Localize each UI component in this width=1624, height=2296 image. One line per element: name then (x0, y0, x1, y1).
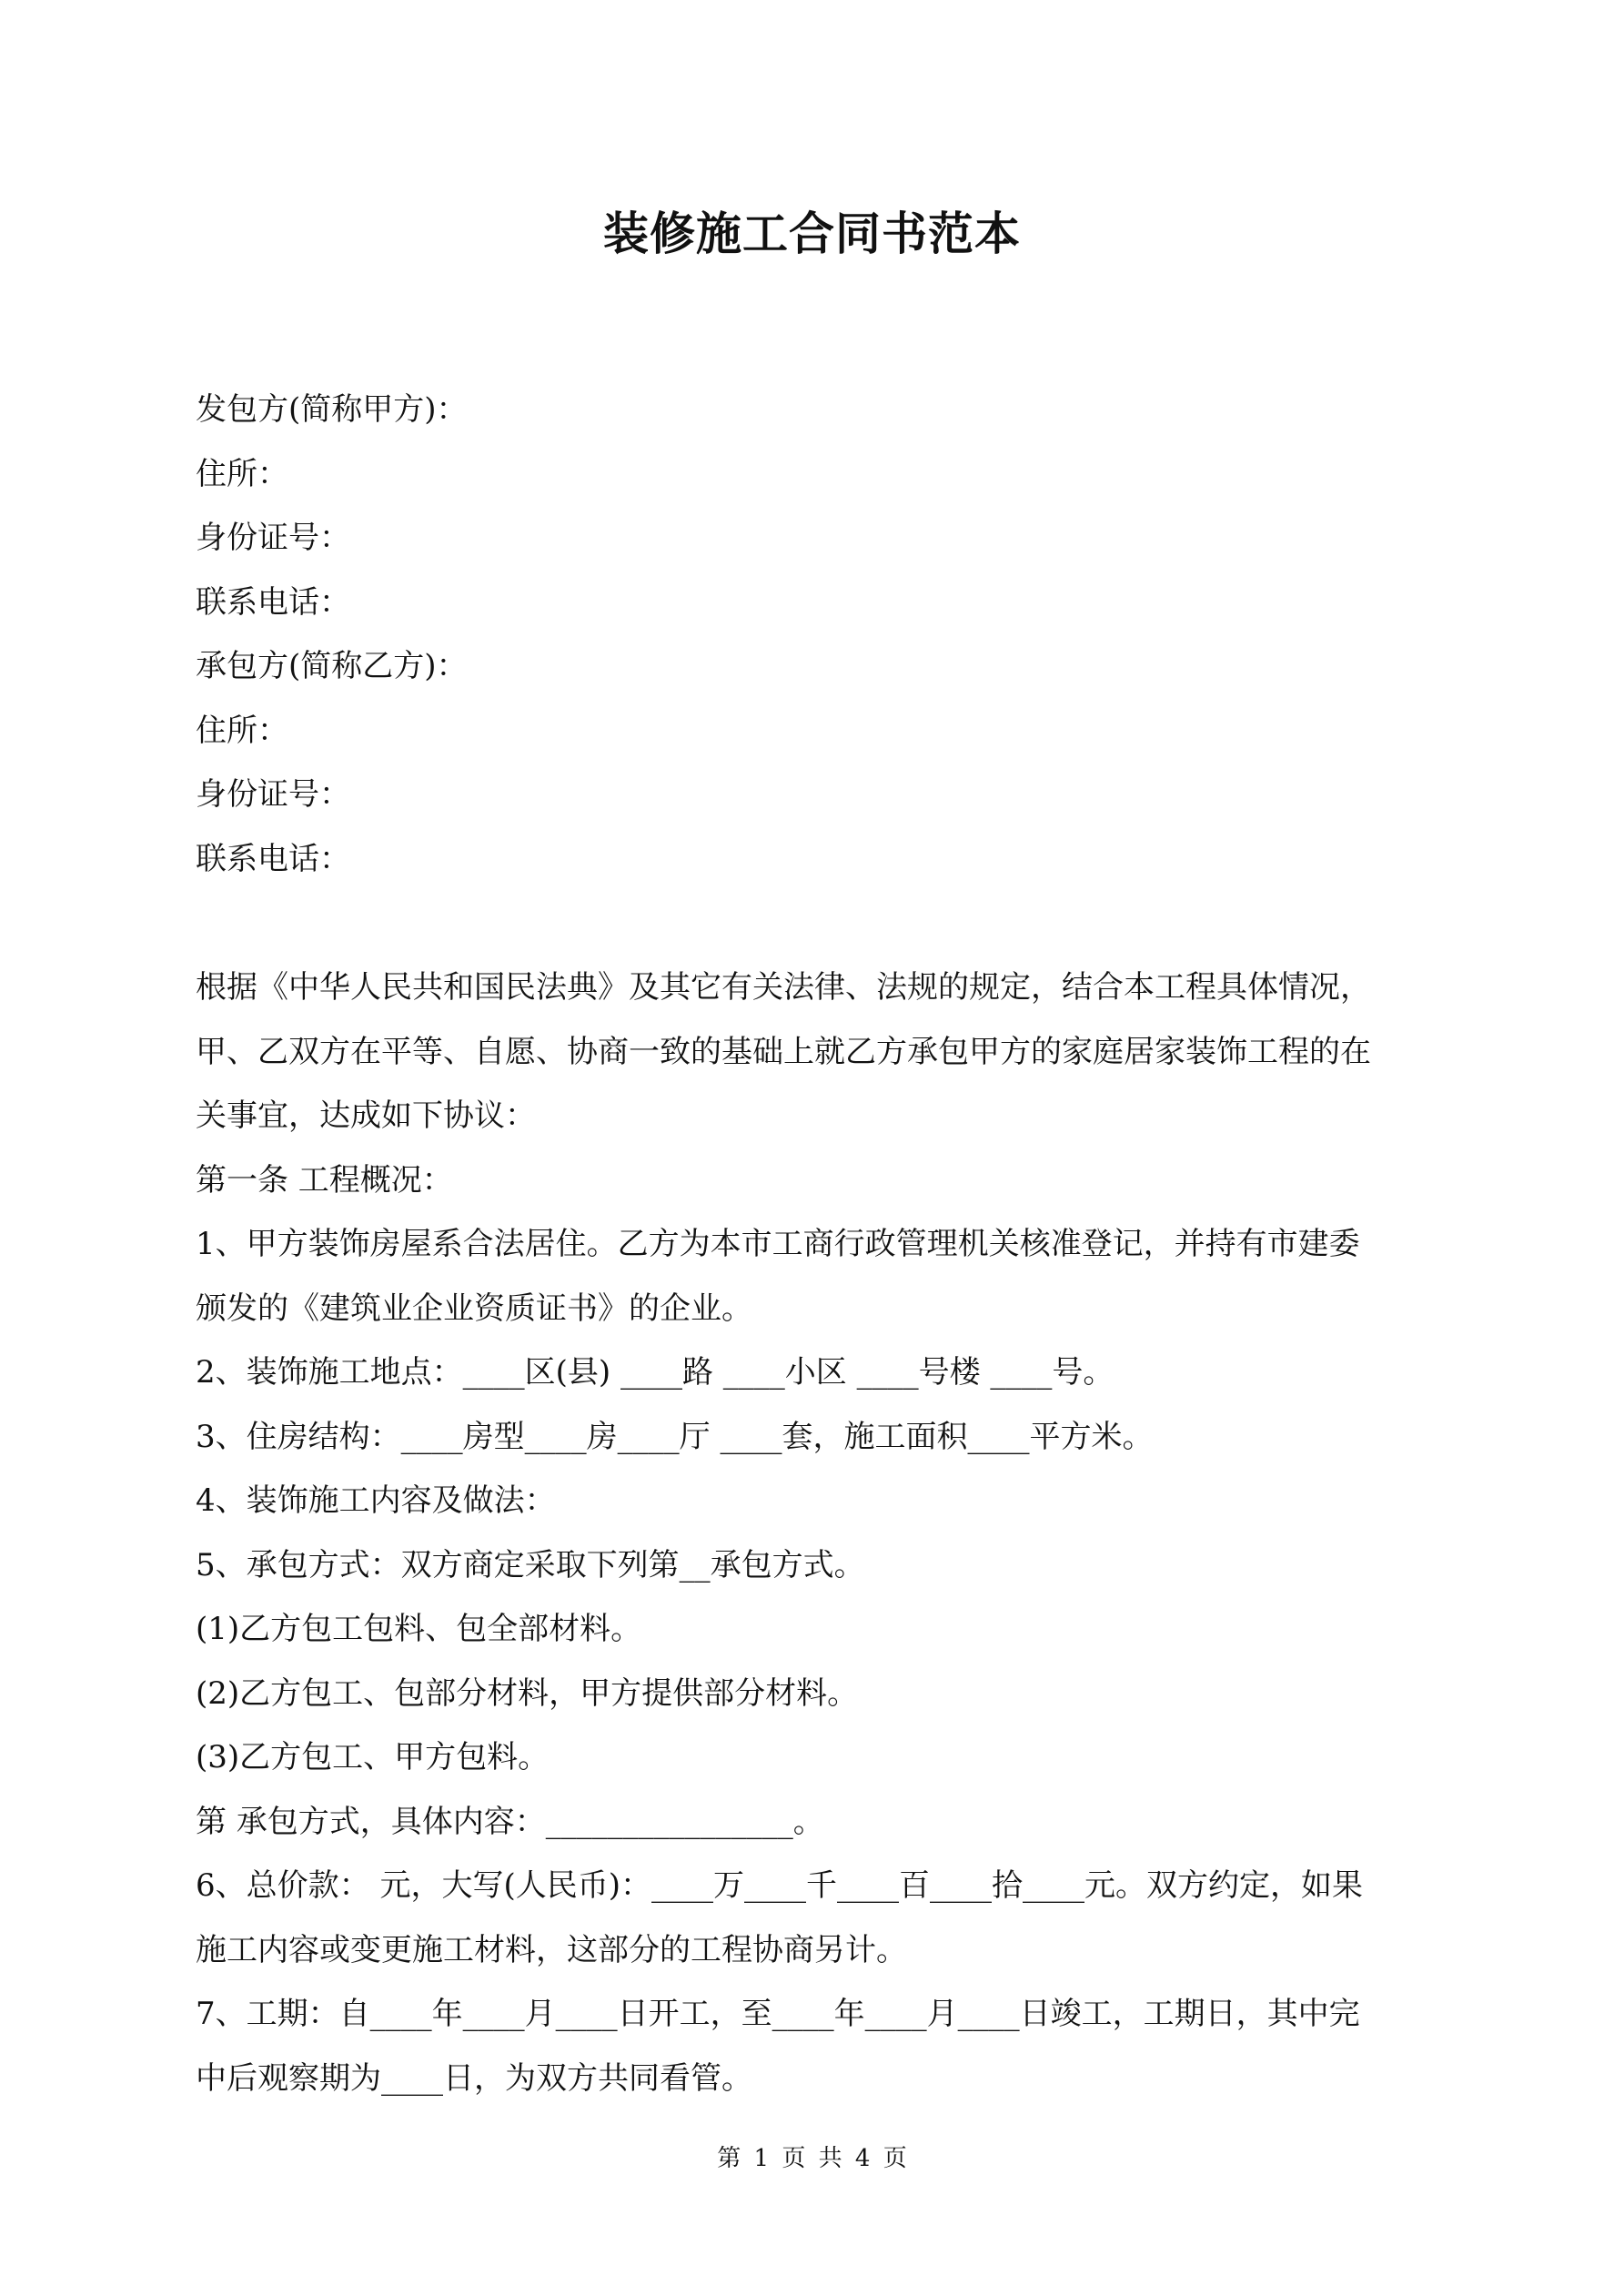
body-line: 1、甲方装饰房屋系合法居住。乙方为本市工商行政管理机关核准登记，并持有市建委 (196, 1226, 1360, 1262)
body-line: 5、承包方式：双方商定采取下列第__承包方式。 (196, 1546, 865, 1583)
party-line-client: 发包方(简称甲方)： (196, 391, 468, 428)
body-line: 4、装饰施工内容及做法： (196, 1482, 556, 1519)
body-line: 关事宜，达成如下协议： (196, 1097, 536, 1134)
party-line-client-id: 身份证号： (196, 520, 350, 556)
body-line: 7、工期：自____年____月____日开工，至____年____月____日竣工，工期日，其中完 (196, 1996, 1360, 2032)
party-line-client-phone: 联系电话： (196, 583, 350, 621)
body-line: 中后观察期为____日，为双方共同看管。 (196, 2059, 752, 2097)
body-line: 6、总价款： 元，大写(人民币)：____万____千____百____拾____元。双方约定，如果 (196, 1867, 1363, 1904)
party-line-contractor-phone: 联系电话： (196, 840, 350, 877)
body-line: 根据《中华人民共和国民法典》及其它有关法律、法规的规定，结合本工程具体情况， (196, 969, 1371, 1006)
party-info-block (196, 378, 1451, 891)
body-line: (3)乙方包工、甲方包料。 (196, 1739, 550, 1775)
body-line: 施工内容或变更施工材料，这部分的工程协商另计。 (196, 1931, 907, 1968)
party-line-contractor-address: 住所： (196, 712, 288, 749)
party-line-contractor-id: 身份证号： (196, 776, 350, 813)
document-title: 装修施工合同书范本 (603, 207, 1021, 260)
party-line-client-address: 住所： (196, 455, 288, 492)
body-line: 2、装饰施工地点：____区(县) ____路 ____小区 ____号楼 ____号。 (196, 1354, 1115, 1391)
body-line: 甲、乙双方在平等、自愿、协商一致的基础上就乙方承包甲方的家庭居家装饰工程的在 (196, 1033, 1371, 1070)
contract-body (196, 956, 1451, 2110)
body-line: 第 承包方式，具体内容：________________。 (196, 1803, 824, 1840)
body-line: (2)乙方包工、包部分材料，甲方提供部分材料。 (196, 1674, 859, 1712)
page-number-footer: 第 1 页 共 4 页 (717, 2145, 907, 2172)
body-line: (1)乙方包工包料、包全部材料。 (196, 1611, 642, 1647)
body-line: 颁发的《建筑业企业资质证书》的企业。 (196, 1290, 752, 1327)
body-line: 3、住房结构：____房型____房____厅 ____套，施工面积____平方米。 (196, 1418, 1154, 1455)
party-line-contractor: 承包方(简称乙方)： (196, 648, 468, 684)
section-heading: 第一条 工程概况： (196, 1161, 453, 1199)
